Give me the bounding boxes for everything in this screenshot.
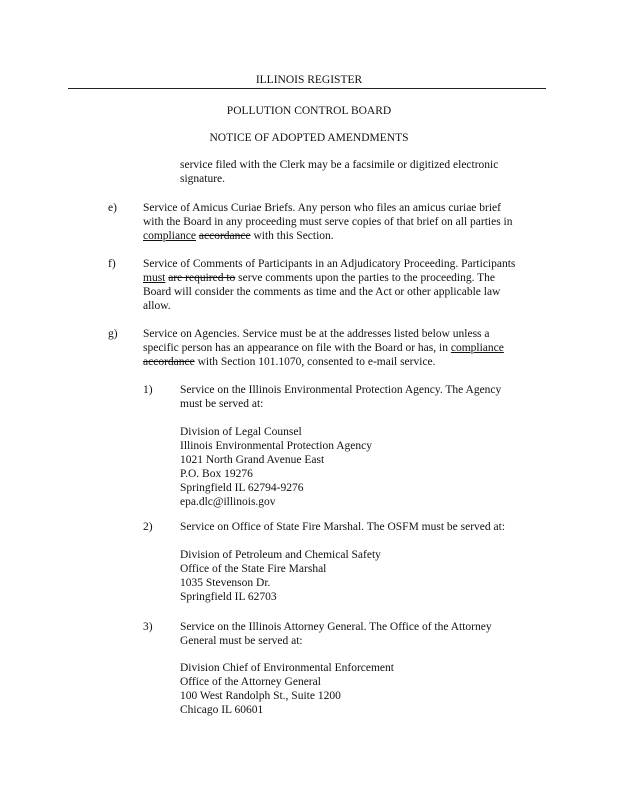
board-title: POLLUTION CONTROL BOARD: [226, 105, 392, 117]
section-f-paragraph: Service of Comments of Participants in an Adjudicatory Proceeding. Participants must are required to serve comments upon the parties to the proceeding. The Board will consider the comments as time and the Act or other applicable law allow.: [143, 258, 516, 312]
item-1-address: Division of Legal Counsel Illinois Environmental Protection Agency 1021 North Grand Avenue East P.O. Box 19276 Springfield IL 62794-9276 epa.dlc@illinois.gov: [180, 426, 372, 508]
email-address: epa.dlc@illinois.gov: [180, 496, 276, 508]
inserted-text: compliance: [450, 342, 504, 354]
item-2-label: 2): [143, 521, 153, 533]
inserted-text: compliance: [143, 230, 197, 242]
item-2-paragraph: Service on Office of State Fire Marshal. The OSFM must be served at:: [180, 521, 506, 533]
section-f-label: f): [108, 258, 116, 270]
register-title: ILLINOIS REGISTER: [255, 74, 363, 86]
item-3-label: 3): [143, 621, 153, 633]
section-g-label: g): [108, 328, 118, 340]
item-2-address: Division of Petroleum and Chemical Safety Office of the State Fire Marshal 1035 Stevenson Dr. Springfield IL 62703: [180, 549, 381, 603]
header-rule: [68, 88, 546, 89]
item-3-address: Division Chief of Environmental Enforcement Office of the Attorney General 100 West Randolph St., Suite 1200 Chicago IL 60601: [180, 662, 394, 716]
deleted-text: accordance: [143, 356, 195, 368]
continuation-paragraph: service filed with the Clerk may be a facsimile or digitized electronic signature.: [180, 159, 499, 185]
deleted-text: accordance: [198, 230, 251, 242]
item-1-paragraph: Service on the Illinois Environmental Protection Agency. The Agency must be served at:: [180, 384, 502, 410]
notice-title: NOTICE OF ADOPTED AMENDMENTS: [209, 132, 409, 144]
deleted-text: are required to: [168, 272, 236, 284]
inserted-text: must: [143, 272, 166, 284]
item-1-label: 1): [143, 384, 153, 396]
section-e-label: e): [108, 202, 117, 214]
item-3-paragraph: Service on the Illinois Attorney General. The Office of the Attorney General must be served at:: [180, 621, 492, 647]
section-e-paragraph: Service of Amicus Curiae Briefs. Any person who files an amicus curiae brief with the Board in any proceeding must serve copies of that brief on all parties in compliance accordance with this Section.: [143, 202, 513, 242]
section-g-paragraph: Service on Agencies. Service must be at the addresses listed below unless a specific person has an appearance on file with the Board or has, in compliance accordance with Section 101.1070, consented to e-mail service.: [143, 328, 504, 368]
